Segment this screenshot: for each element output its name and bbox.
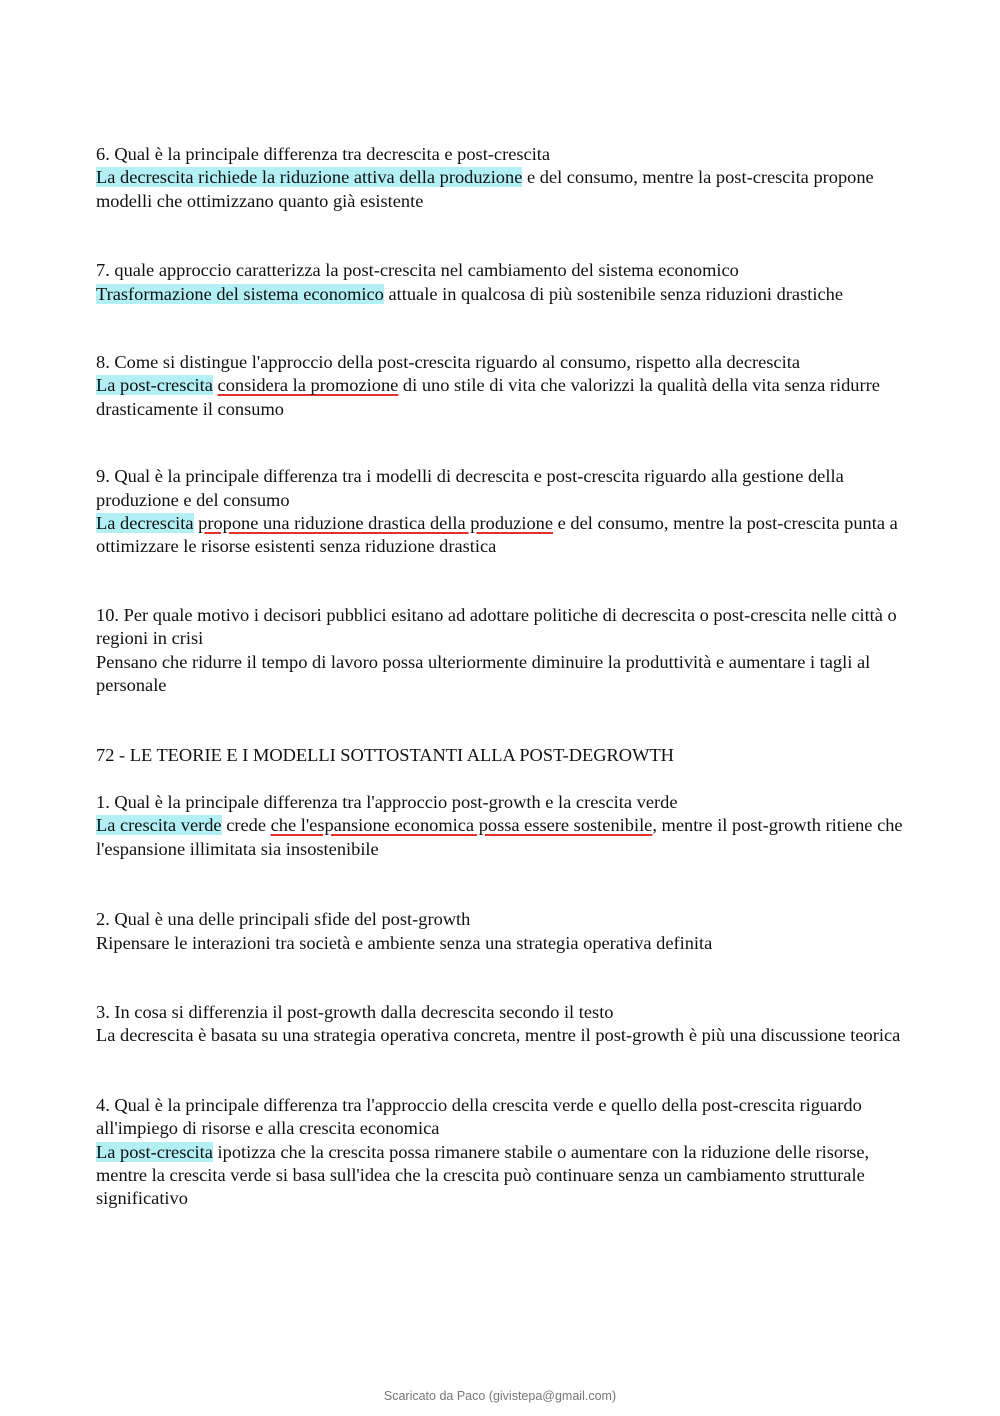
question: 7. quale approccio caratterizza la post-crescita nel cambiamento del sistema economico <box>96 260 739 281</box>
answer-text: crede <box>221 815 271 836</box>
qa-7 <box>96 259 906 306</box>
question: 3. In cosa si differenzia il post-growth dalla decrescita secondo il testo <box>96 1001 614 1022</box>
question: 6. Qual è la principale differenza tra decrescita e post-crescita <box>96 144 551 164</box>
question: 9. Qual è la principale differenza tra i modelli di decrescita e post-crescita riguardo alla gestione della produzione e del consumo <box>96 466 844 510</box>
highlighted-text: Trasformazione del sistema economico <box>96 283 384 304</box>
answer-text: e del consumo, mentre la post-crescita propone modelli che ottimizzano quanto già esistente <box>96 167 874 211</box>
qa-9 <box>96 465 906 559</box>
answer-text: attuale in qualcosa di più sostenibile senza riduzioni drastiche <box>383 283 843 304</box>
answer <box>96 166 906 213</box>
download-footer: Scaricato da Paco (givistepa@gmail.com) <box>383 1389 617 1403</box>
question: 2. Qual è una delle principali sfide del post-growth <box>96 909 471 930</box>
answer: Pensano che ridurre il tempo di lavoro possa ulteriormente diminuire la produttività e aumentare i tagli al personale <box>96 651 871 696</box>
question: 10. Per quale motivo i decisori pubblici esitano ad adottare politiche di decrescita o post-crescita nelle città o regioni in crisi <box>96 604 897 649</box>
qa2-3 <box>96 1001 906 1048</box>
answer <box>96 512 906 559</box>
qa-6 <box>96 143 906 213</box>
answer <box>96 1141 906 1211</box>
answer <box>96 374 906 421</box>
question: 4. Qual è la principale differenza tra l'approccio della crescita verde e quello della post-crescita riguardo all'impiego di risorse e alla crescita economica <box>96 1094 862 1139</box>
underlined-text: considera la promozione <box>217 375 399 396</box>
question: 8. Come si distingue l'approccio della post-crescita riguardo al consumo, rispetto alla decrescita <box>96 352 800 373</box>
question: 1. Qual è la principale differenza tra l'approccio post-growth e la crescita verde <box>96 791 678 812</box>
qa2-4 <box>96 1094 906 1211</box>
highlighted-text: La post-crescita <box>96 375 213 396</box>
qa-10 <box>96 604 906 698</box>
answer-text: e del consumo, mentre la post-crescita punta a ottimizzare le risorse esistenti senza riduzione drastica <box>96 513 898 557</box>
section-title: 72 - LE TEORIE E I MODELLI SOTTOSTANTI ALLA POST-DEGROWTH <box>96 744 674 765</box>
document-body <box>96 143 906 1211</box>
highlighted-text: La post-crescita <box>96 1141 213 1162</box>
answer-text: , mentre il post-growth ritiene che l'espansione illimitata sia insostenibile <box>96 815 903 859</box>
answer: Ripensare le interazioni tra società e ambiente senza una strategia operativa definita <box>96 932 713 953</box>
underlined-text: propone una riduzione drastica della produzione <box>198 513 554 534</box>
qa-8 <box>96 351 906 421</box>
answer-text: ipotizza che la crescita possa rimanere stabile o aumentare con la riduzione delle risorse, mentre la crescita verde si basa sull'idea che la crescita può continuare senza un cambiamento strutturale significativo <box>96 1141 870 1209</box>
answer: La decrescita è basata su una strategia operativa concreta, mentre il post-growth è più una discussione teorica <box>96 1025 901 1046</box>
answer <box>96 283 906 306</box>
highlighted-text: La decrescita richiede la riduzione attiva della produzione <box>96 167 523 188</box>
answer-text: di uno stile di vita che valorizzi la qualità della vita senza ridurre drasticamente il consumo <box>96 375 880 419</box>
qa2-2 <box>96 908 906 955</box>
highlighted-text: La decrescita <box>96 513 194 534</box>
qa2-1 <box>96 791 906 861</box>
answer <box>96 814 906 861</box>
underlined-text: che l'espansione economica possa essere sostenibile <box>270 815 653 836</box>
highlighted-text: La crescita verde <box>96 815 222 836</box>
